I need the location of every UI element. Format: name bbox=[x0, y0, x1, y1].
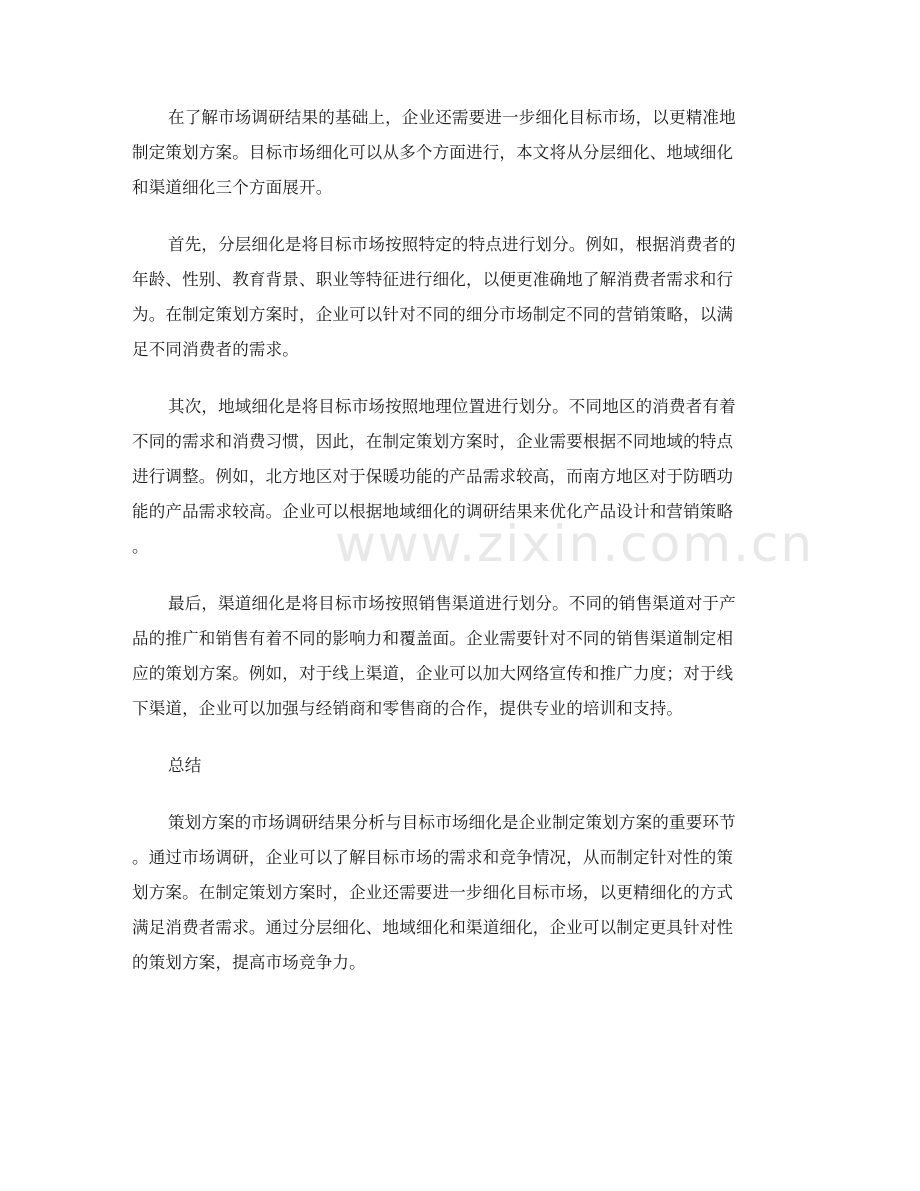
paragraph-line: 下渠道，企业可以加强与经销商和零售商的合作，提供专业的培训和支持。 bbox=[132, 699, 684, 718]
paragraph-line: 能的产品需求较高。企业可以根据地域细化的调研结果来优化产品设计和营销策略 bbox=[132, 502, 734, 521]
watermark: www.zixin.com.cn bbox=[335, 515, 815, 573]
paragraph-line: 最后，渠道细化是将目标市场按照销售渠道进行划分。不同的销售渠道对于产 bbox=[168, 594, 736, 613]
paragraph-line: 制定策划方案。目标市场细化可以从多个方面进行，本文将从分层细化、地域细化 bbox=[132, 143, 734, 162]
paragraph-line: 进行调整。例如，北方地区对于保暖功能的产品需求较高，而南方地区对于防晒功 bbox=[132, 467, 734, 486]
paragraph-line: 品的推广和销售有着不同的影响力和覆盖面。企业需要针对不同的销售渠道制定相 bbox=[132, 629, 734, 648]
paragraph-line: 。 bbox=[132, 537, 149, 556]
paragraph-line: 在了解市场调研结果的基础上，企业还需要进一步细化目标市场，以更精准地 bbox=[168, 108, 736, 127]
paragraph-line: 应的策划方案。例如，对于线上渠道，企业可以加大网络宣传和推广力度；对于线 bbox=[132, 664, 734, 683]
paragraph-line: 其次，地域细化是将目标市场按照地理位置进行划分。不同地区的消费者有着 bbox=[168, 397, 736, 416]
paragraph-line: 首先，分层细化是将目标市场按照特定的特点进行划分。例如，根据消费者的 bbox=[168, 235, 736, 254]
paragraph-geographic bbox=[132, 389, 792, 564]
paragraph-line: 策划方案的市场调研结果分析与目标市场细化是企业制定策划方案的重要环节 bbox=[168, 813, 736, 832]
paragraph-line: 的策划方案，提高市场竞争力。 bbox=[132, 953, 366, 972]
paragraph-line: 年龄、性别、教育背景、职业等特征进行细化，以便更准确地了解消费者需求和行 bbox=[132, 270, 734, 289]
paragraph-channel bbox=[132, 586, 792, 726]
paragraph-line: 满足消费者需求。通过分层细化、地域细化和渠道细化，企业可以制定更具针对性 bbox=[132, 918, 734, 937]
paragraph-line: 足不同消费者的需求。 bbox=[132, 340, 299, 359]
document-body bbox=[132, 100, 792, 1002]
paragraph-line: 不同的需求和消费习惯，因此，在制定策划方案时，企业需要根据不同地域的特点 bbox=[132, 432, 734, 451]
paragraph-intro bbox=[132, 100, 792, 205]
paragraph-summary bbox=[132, 805, 792, 980]
paragraph-segmentation bbox=[132, 227, 792, 367]
paragraph-line: 划方案。在制定策划方案时，企业还需要进一步细化目标市场，以更精细化的方式 bbox=[132, 883, 734, 902]
paragraph-line: 和渠道细化三个方面展开。 bbox=[132, 178, 333, 197]
paragraph-line: 为。在制定策划方案时，企业可以针对不同的细分市场制定不同的营销策略，以满 bbox=[132, 305, 734, 324]
paragraph-line: 。通过市场调研，企业可以了解目标市场的需求和竞争情况，从而制定针对性的策 bbox=[132, 848, 734, 867]
summary-heading: 总结 bbox=[168, 756, 202, 775]
